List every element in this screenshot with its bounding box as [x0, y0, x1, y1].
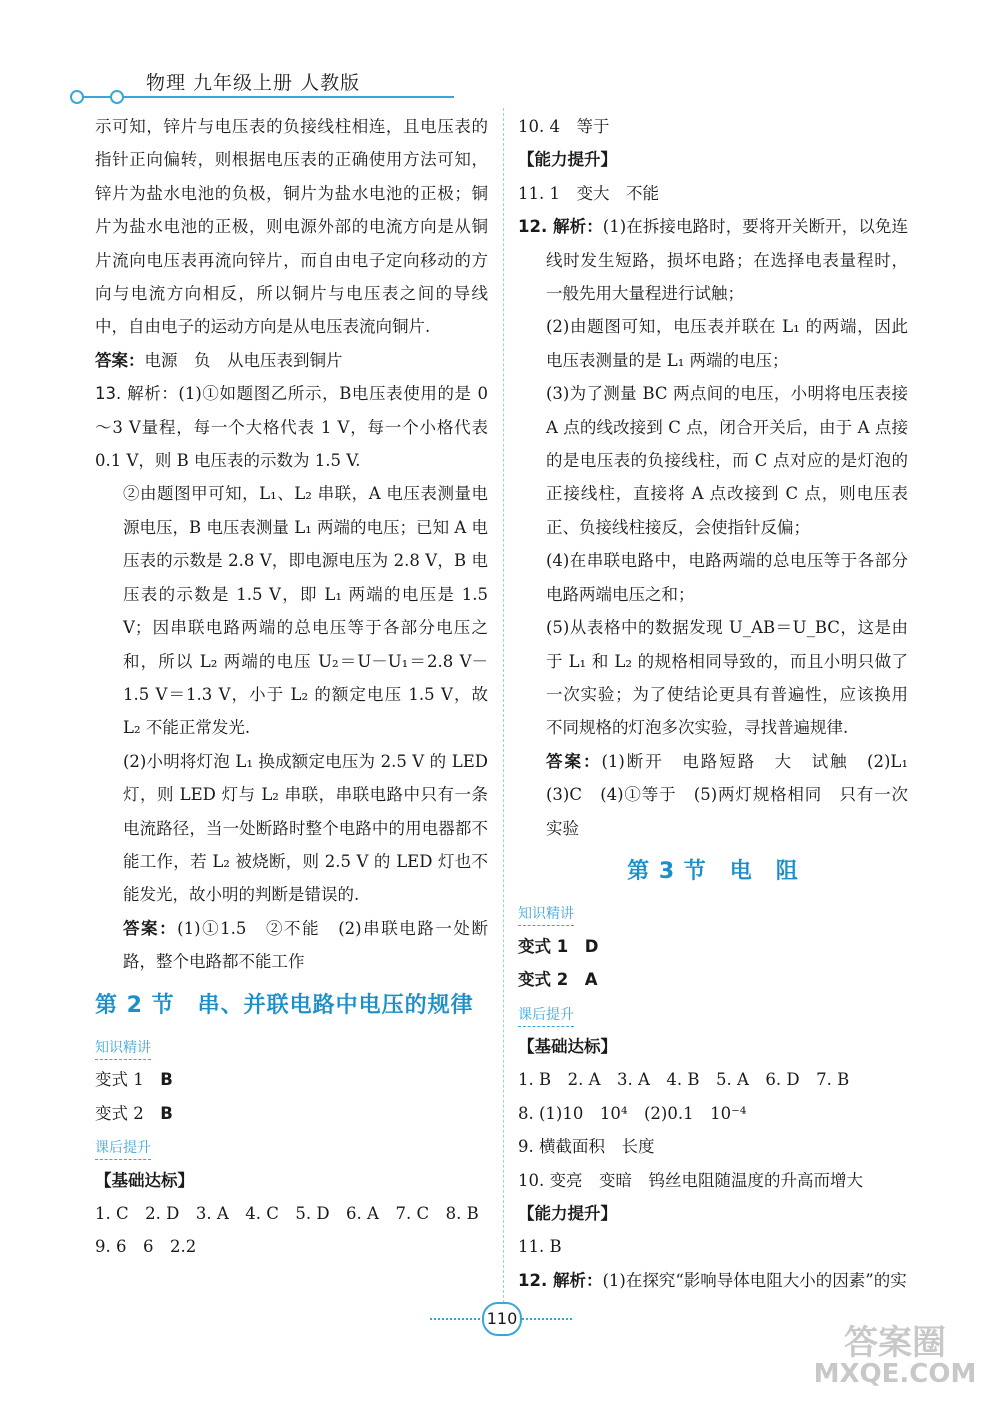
tag-after-class: 课后提升 — [518, 1004, 574, 1027]
header-dot-right — [110, 90, 124, 104]
footer-dots-left — [430, 1318, 480, 1320]
q13-part3: (2)小明将灯泡 L₁ 换成额定电压为 2.5 V 的 LED 灯，则 LED 灯与 L₂ 串联，串联电路中只有一条电流路径，当一处断路时整个电路中的用电器都不能工作，若 L₂ 被烧断，则 2.5 V 的 LED 灯也不能发光，故小明的判断是错误的. — [123, 751, 488, 905]
answer-text: (1)断开 电路短路 大 试触 (2)L₁ (3)C (4)①等于 (5)两灯规格相同 只有一次实验 — [546, 751, 925, 838]
tag-knowledge: 知识精讲 — [95, 1037, 151, 1060]
q13-text-1: (1)①如题图乙所示，B电压表使用的是 0～3 V量程，每一个大格代表 1 V，每一个小格代表 0.1 V，则 B 电压表的示数为 1.5 V. — [95, 384, 488, 471]
variant-1-answer: B — [160, 1070, 173, 1090]
answer-line — [95, 344, 488, 377]
answer-label: 答案： — [546, 751, 602, 771]
left-column — [95, 110, 488, 1264]
basic-heading: 【基础达标】 — [518, 1036, 617, 1056]
answer-text: 电源 负 从电压表到铜片 — [144, 350, 343, 370]
variant-2-answer: B — [160, 1103, 173, 1123]
column-divider — [503, 108, 504, 1303]
variant-1-label: 变式 1 — [518, 936, 569, 956]
answer-label: 答案： — [123, 918, 178, 938]
book-title: 物理 九年级上册 人教版 — [146, 72, 361, 94]
continued-explanation: 示可知，锌片与电压表的负接线柱相连，且电压表的指针正向偏转，则根据电压表的正确使用方法可知，锌片为盐水电池的负极，铜片为盐水电池的正极；铜片为盐水电池的正极，则电源外部的电流方向是从铜片流向电压表再流向锌片，而自由电子定向移动的方向与电流方向相反，所以铜片与电压表之间的导线中，自由电子的运动方向是从电压表流向铜片. — [95, 117, 488, 337]
page-number: 110 — [482, 1302, 522, 1336]
q12-part5: (5)从表格中的数据发现 U_AB＝U_BC，这是由于 L₁ 和 L₂ 的规格相同导致的，而且小明只做了一次实验；为了使结论更具有普遍性，应该换用不同规格的灯泡多次实验，寻找普遍规律. — [546, 618, 908, 738]
q12b-text: (1)在探究“影响导体电阻大小的因素”的实 — [602, 1270, 907, 1290]
watermark-logo — [800, 1315, 990, 1393]
q12-answer — [518, 745, 925, 845]
ability-heading-2: 【能力提升】 — [518, 1204, 617, 1223]
header-dot-left — [70, 90, 84, 104]
q9-answer: 9. 6 6 2.2 — [95, 1237, 197, 1257]
variant-1 — [95, 1063, 488, 1096]
q12-part4: (4)在串联电路中，电路两端的总电压等于各部分电路两端电压之和； — [546, 551, 908, 604]
q11-answer: 11. 1 变大 不能 — [518, 183, 659, 203]
watermark-bottom: MXQE.COM — [813, 1359, 977, 1389]
q12-part2: (2)由题图可知，电压表并联在 L₁ 的两端，因此电压表测量的是 L₁ 两端的电压； — [546, 317, 908, 370]
page-footer — [430, 1302, 570, 1336]
q13-label: 13. 解析： — [95, 384, 179, 404]
mc-answers: 1. B 2. A 3. A 4. B 5. A 6. D 7. B — [518, 1070, 850, 1090]
tag-after-class: 课后提升 — [95, 1137, 151, 1160]
header-rule — [74, 96, 454, 98]
q12-part1 — [518, 210, 908, 310]
page-header — [70, 48, 470, 104]
q10-answer: 10. 4 等于 — [518, 117, 610, 136]
q13-part2: ②由题图甲可知，L₁、L₂ 串联，A 电压表测量电源电压，B 电压表测量 L₁ 两端的电压；已知 A 电压表的示数是 2.8 V，即电源电压为 2.8 V，B 电压表的示数是 1.5 V，即 L₁ 两端的电压是 1.5 V；因串联电路两端的总电压等于各部分电压之和，所以 L₂ 两端的电压 U₂＝U－U₁＝2.8 V－1.5 V＝1.3 V，小于 L₂ 的额定电压 1.5 V，故 L₂ 不能正常发光. — [123, 484, 488, 738]
basic-heading: 【基础达标】 — [95, 1170, 194, 1190]
q12-part3: (3)为了测量 BC 两点间的电压，小明将电压表接 A 点的线改接到 C 点，闭合开关后，由于 A 点接的是电压表的负接线柱，而 C 点对应的是灯泡的正接线柱，直接将 A 点改接到 C 点，则电压表正、负接线柱接反，会使指针反偏； — [546, 384, 908, 537]
variant-2 — [95, 1097, 488, 1130]
variant-2-label: 变式 2 — [95, 1103, 144, 1123]
q10b-answer: 10. 变亮 变暗 钨丝电阻随温度的升高而增大 — [518, 1170, 863, 1190]
answer-label: 答案： — [95, 350, 145, 370]
mc-answers: 1. C 2. D 3. A 4. C 5. D 6. A 7. C 8. B — [95, 1204, 479, 1223]
variant-2-answer: A — [584, 970, 598, 990]
answer-text: (1)①1.5 ②不能 (2)串联电路一处断路，整个电路都不能工作 — [123, 918, 488, 972]
q13-part1 — [95, 377, 488, 477]
variant-1 — [518, 930, 908, 963]
variant-2-label: 变式 2 — [518, 970, 569, 990]
ability-heading: 【能力提升】 — [518, 150, 617, 170]
q9-answer: 9. 横截面积 长度 — [518, 1137, 655, 1157]
section-3-title: 第 3 节 电 阻 — [627, 858, 799, 884]
variant-2 — [518, 963, 908, 996]
footer-dots-right — [522, 1318, 572, 1320]
variant-1-answer: D — [584, 936, 599, 956]
q11b-answer: 11. B — [518, 1237, 562, 1257]
q12b — [518, 1264, 908, 1297]
right-column — [518, 110, 925, 1297]
watermark-top: 答案圈 — [844, 1323, 946, 1363]
q12b-label: 12. 解析： — [518, 1270, 603, 1290]
q12-text-1: (1)在拆接电路时，要将开关断开，以免连线时发生短路，损坏电路；在选择电表量程时，一般先用大量程进行试触； — [546, 217, 908, 304]
variant-1-label: 变式 1 — [95, 1070, 144, 1090]
q8-answer: 8. (1)10 10⁴ (2)0.1 10⁻⁴ — [518, 1103, 747, 1123]
tag-knowledge: 知识精讲 — [518, 903, 574, 926]
section-2-title: 第 2 节 串、并联电路中电压的规律 — [95, 992, 474, 1018]
q12-label: 12. 解析： — [518, 217, 603, 237]
q13-answer — [95, 912, 488, 979]
